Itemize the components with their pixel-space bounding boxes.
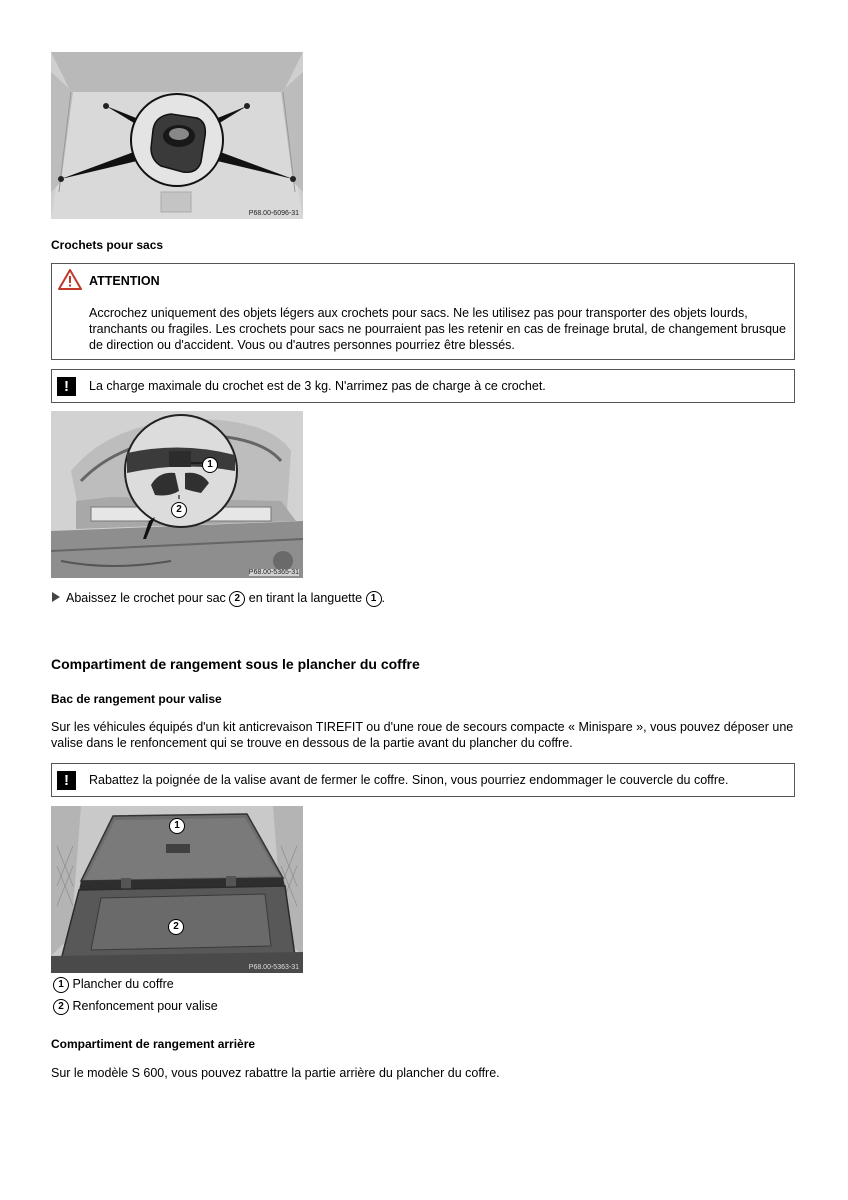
figure-trunk-hooks bbox=[51, 52, 303, 219]
callout-1-marker: 1 bbox=[202, 455, 218, 473]
figure-code: P68.00-5363-31 bbox=[248, 964, 299, 971]
step-text-after: . bbox=[381, 591, 386, 605]
notice-box-suitcase bbox=[51, 763, 795, 797]
step-text-middle: en tirant la languette bbox=[248, 591, 363, 605]
exclamation-icon: ! bbox=[57, 377, 76, 396]
warning-box bbox=[51, 263, 795, 360]
section-heading-underfloor: Compartiment de rangement sous le plancher du coffre bbox=[51, 656, 420, 672]
notice-text-load: La charge maximale du crochet est de 3 kg. N'arrimez pas de charge à ce crochet. bbox=[89, 379, 546, 393]
figure-hook-lid bbox=[51, 411, 303, 578]
callout-2-ref: 2 bbox=[229, 591, 245, 607]
step-arrow-icon bbox=[52, 592, 60, 602]
callout-2-marker: 2 bbox=[171, 500, 187, 518]
callout-2-ref: 2 bbox=[53, 999, 69, 1015]
callout-1-ref: 1 bbox=[53, 977, 69, 993]
instruction-step bbox=[52, 590, 385, 607]
notice-text-suitcase: Rabattez la poignée de la valise avant de fermer le coffre. Sinon, vous pourriez endommager le couvercle du coffre. bbox=[89, 773, 729, 787]
figure-code: P68.00-5365-31 bbox=[248, 569, 299, 576]
subheading-rear-compartment: Compartiment de rangement arrière bbox=[51, 1037, 256, 1051]
legend-item-2 bbox=[53, 998, 218, 1015]
notice-box-load bbox=[51, 369, 795, 403]
legend-label-1: Plancher du coffre bbox=[72, 977, 174, 991]
figure-trunk-floor bbox=[51, 806, 303, 973]
legend-item-1 bbox=[53, 976, 174, 993]
callout-1-marker: 1 bbox=[169, 816, 185, 834]
warning-title: ATTENTION bbox=[89, 274, 160, 288]
exclamation-icon: ! bbox=[57, 771, 76, 790]
step-text-before: Abaissez le crochet pour sac bbox=[66, 591, 226, 605]
callout-1-ref: 1 bbox=[366, 591, 382, 607]
figure-code: P68.00-6096-31 bbox=[248, 210, 299, 217]
legend-label-2: Renfoncement pour valise bbox=[72, 999, 218, 1013]
section-heading-bag-hooks: Crochets pour sacs bbox=[51, 238, 164, 252]
suitcase-bin-text: Sur les véhicules équipés d'un kit anticrevaison TIREFIT ou d'une roue de secours compacte « Minispare », vous pouvez déposer une valise dans le renfoncement qui se trouve en dessous de la partie avant du plancher du coffre. bbox=[51, 720, 794, 750]
warning-triangle-icon bbox=[58, 269, 82, 295]
rear-compartment-text: Sur le modèle S 600, vous pouvez rabattre la partie arrière du plancher du coffre. bbox=[51, 1066, 500, 1080]
subheading-suitcase-bin: Bac de rangement pour valise bbox=[51, 692, 222, 706]
warning-text: Accrochez uniquement des objets légers aux crochets pour sacs. Ne les utilisez pas pour transporter des objets lourds, tranchants ou fragiles. Les crochets pour sacs ne pourraient pas les retenir en cas de freinage brutal, de changement brusque de direction ou d'accident. Vous ou d'autres personnes pourriez être blessés. bbox=[89, 306, 786, 352]
callout-2-marker: 2 bbox=[168, 917, 184, 935]
